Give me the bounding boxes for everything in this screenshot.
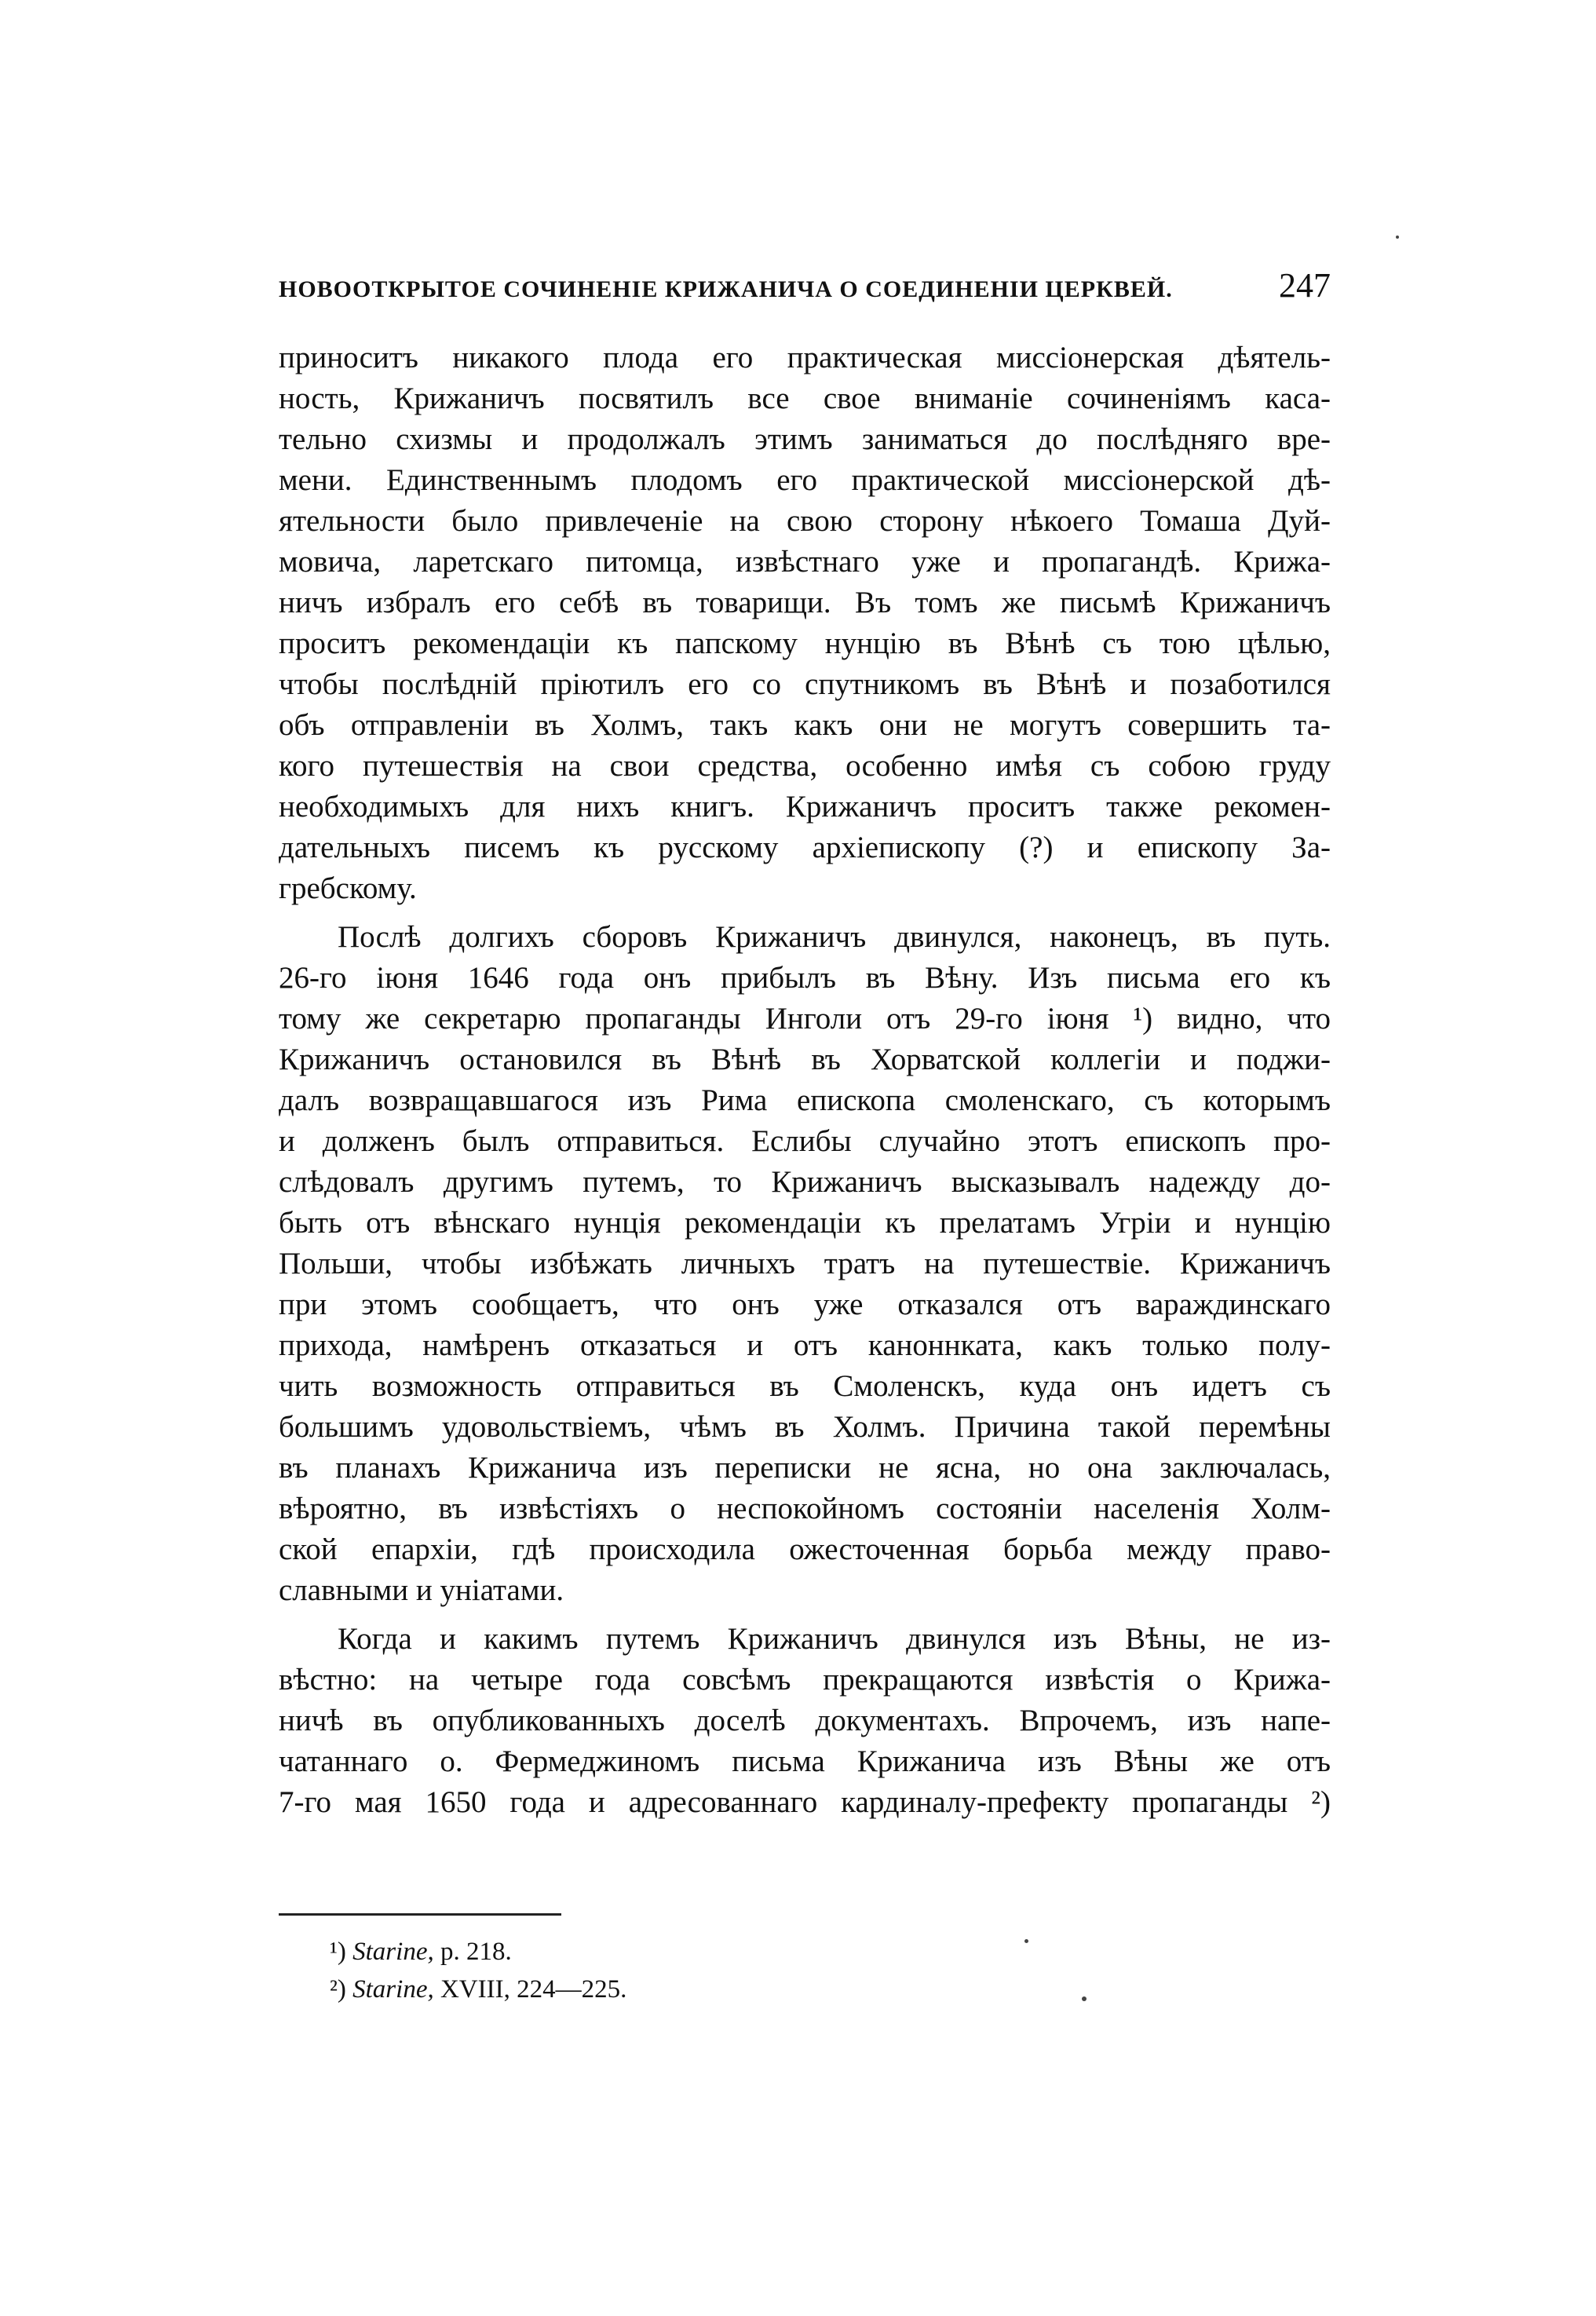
- footnote-work: Starine,: [352, 1975, 434, 2004]
- paragraph-3: [279, 1619, 1331, 1823]
- text-line: дательныхъ писемъ къ русскому архіепископу (?) и епископу За-: [279, 831, 1331, 864]
- text-line: чить возможность отправиться въ Смоленскъ, куда онъ идетъ съ: [279, 1369, 1331, 1403]
- running-title: НОВООТКРЫТОЕ СОЧИНЕНІЕ КРИЖАНИЧА О СОЕДИНЕНІИ ЦЕРКВЕЙ.: [279, 276, 1173, 302]
- footnote-work: Starine,: [352, 1938, 434, 1966]
- scan-speck: [1024, 1939, 1028, 1943]
- text-line: слѣдовалъ другимъ путемъ, то Крижаничъ высказывалъ надежду до-: [279, 1165, 1331, 1199]
- text-line: гребскому.: [279, 871, 417, 905]
- text-line: Когда и какимъ путемъ Крижаничъ двинулся изъ Вѣны, не из-: [338, 1622, 1331, 1656]
- text-line: Послѣ долгихъ сборовъ Крижаничъ двинулся, наконецъ, въ путь.: [338, 920, 1331, 954]
- footnote-2: [330, 1971, 1036, 2008]
- text-line: славными и уніатами.: [279, 1573, 564, 1607]
- paragraph-1: [279, 338, 1331, 909]
- body-text: [279, 338, 1331, 1823]
- text-line: и долженъ былъ отправиться. Еслибы случайно этотъ епископъ про-: [279, 1124, 1331, 1158]
- text-line: тому же секретарю пропаганды Инголи отъ 29-го іюня ¹) видно, что: [279, 1002, 1331, 1036]
- text-line: чтобы послѣдній пріютилъ его со спутникомъ въ Вѣнѣ и позаботился: [279, 667, 1331, 701]
- text-line: вѣроятно, въ извѣстіяхъ о неспокойномъ состояніи населенія Холм-: [279, 1492, 1331, 1525]
- footnote-ref: p. 218.: [440, 1938, 512, 1966]
- footnote-ref: XVIII, 224—225.: [440, 1975, 627, 2004]
- text-line: приноситъ никакого плода его практическая миссіонерская дѣятель-: [279, 341, 1331, 374]
- text-line: кого путешествія на свои средства, особенно имѣя съ собою груду: [279, 749, 1331, 783]
- scan-speck: [1396, 236, 1399, 239]
- text-line: большимъ удовольствіемъ, чѣмъ въ Холмъ. Причина такой перемѣны: [279, 1410, 1331, 1444]
- paragraph-2: [279, 917, 1331, 1611]
- running-head: [279, 265, 1331, 312]
- text-line: проситъ рекомендаціи къ папскому нунцію въ Вѣнѣ съ тою цѣлью,: [279, 626, 1331, 660]
- text-line: 26-го іюня 1646 года онъ прибылъ въ Вѣну. Изъ письма его къ: [279, 961, 1331, 995]
- text-line: тельно схизмы и продолжалъ этимъ заниматься до послѣдняго вре-: [279, 422, 1331, 456]
- text-line: ность, Крижаничъ посвятилъ все свое вниманіе сочиненіямъ каса-: [279, 382, 1331, 415]
- text-line: ской епархіи, гдѣ происходила ожесточенная борьба между право-: [279, 1532, 1331, 1566]
- footnote-1: [330, 1933, 1036, 1971]
- text-line: Польши, чтобы избѣжать личныхъ тратъ на путешествіе. Крижаничъ: [279, 1247, 1331, 1280]
- text-line: вѣстно: на четыре года совсѣмъ прекращаются извѣстія о Крижа-: [279, 1663, 1331, 1697]
- scan-speck: [1082, 1996, 1087, 2001]
- text-line: объ отправленіи въ Холмъ, такъ какъ они не могутъ совершить та-: [279, 708, 1331, 742]
- text-line: Крижаничъ остановился въ Вѣнѣ въ Хорватской коллегіи и поджи-: [279, 1043, 1331, 1076]
- text-line: 7-го мая 1650 года и адресованнаго кардиналу-префекту пропаганды ²): [279, 1785, 1331, 1819]
- page-number: 247: [1279, 266, 1331, 305]
- footnote-mark: ¹): [330, 1938, 346, 1966]
- text-line: далъ возвращавшагося изъ Рима епископа смоленскаго, съ которымъ: [279, 1083, 1331, 1117]
- text-line: при этомъ сообщаетъ, что онъ уже отказался отъ вараждинскаго: [279, 1288, 1331, 1321]
- text-line: быть отъ вѣнскаго нунція рекомендаціи къ прелатамъ Угріи и нунцію: [279, 1206, 1331, 1240]
- text-line: чатаннаго о. Фермеджиномъ письма Крижанича изъ Вѣны же отъ: [279, 1744, 1331, 1778]
- text-line: ничъ избралъ его себѣ въ товарищи. Въ томъ же письмѣ Крижаничъ: [279, 586, 1331, 619]
- footnotes: [330, 1933, 1036, 2008]
- text-line: необходимыхъ для нихъ книгъ. Крижаничъ проситъ также рекомен-: [279, 790, 1331, 824]
- text-line: ничѣ въ опубликованныхъ доселѣ документахъ. Впрочемъ, изъ напе-: [279, 1704, 1331, 1737]
- footnote-rule: [279, 1913, 561, 1916]
- text-line: въ планахъ Крижанича изъ переписки не ясна, но она заключалась,: [279, 1451, 1331, 1485]
- text-line: прихода, намѣренъ отказаться и отъ каноннката, какъ только полу-: [279, 1328, 1331, 1362]
- footnote-mark: ²): [330, 1975, 346, 2004]
- text-line: ятельности было привлеченіе на свою сторону нѣкоего Томаша Дуй-: [279, 504, 1331, 538]
- text-line: мовича, ларетскаго питомца, извѣстнаго уже и пропагандѣ. Крижа-: [279, 545, 1331, 579]
- text-line: мени. Единственнымъ плодомъ его практической миссіонерской дѣ-: [279, 463, 1331, 497]
